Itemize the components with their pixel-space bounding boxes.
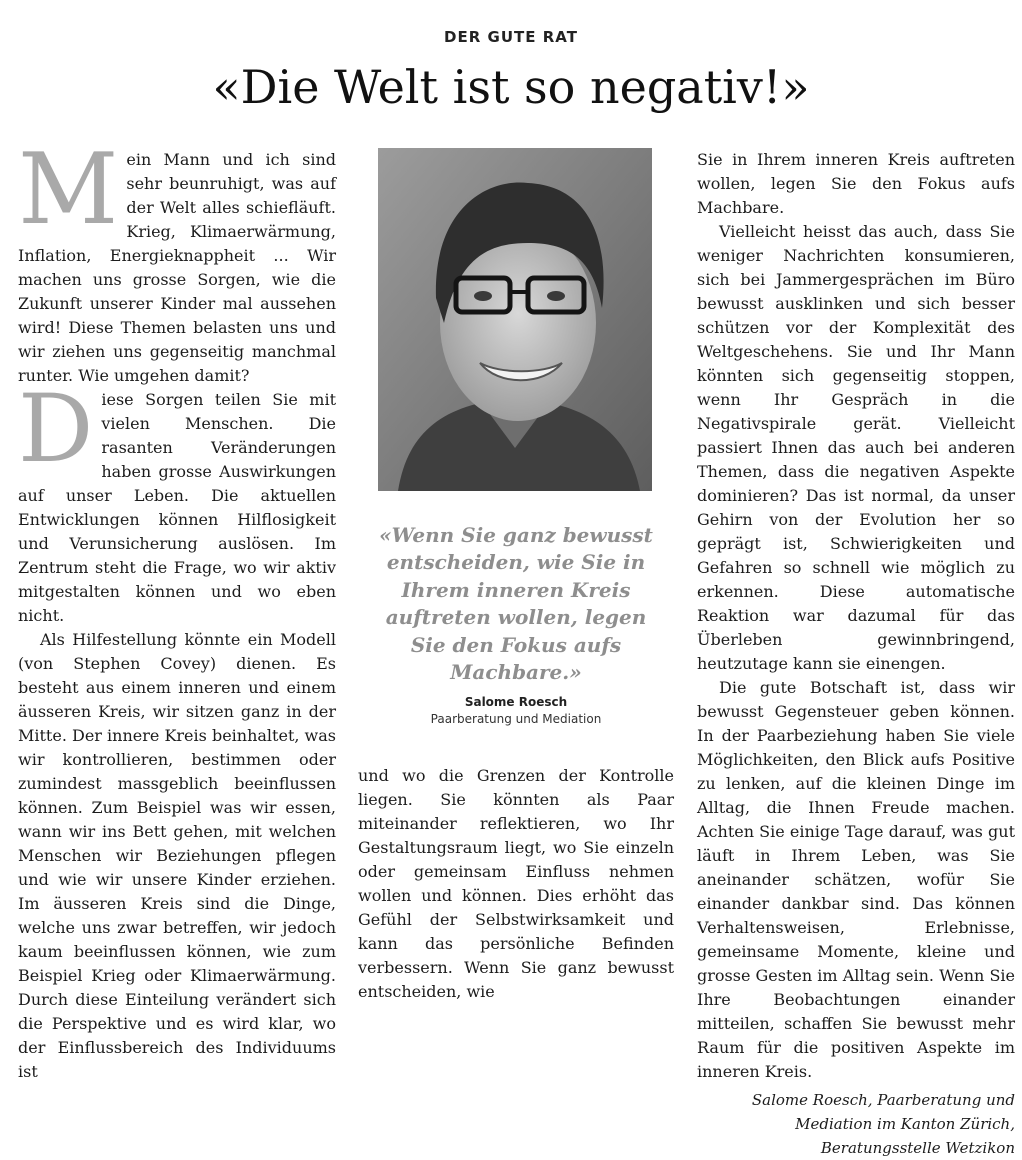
answer-paragraph-2-continued: und wo die Grenzen der Kontrolle liegen. Sie könnten als Paar miteinander reflektieren, wo Ihr Gestaltungsraum liegt, wo Sie einzeln oder gemeinsam Einfluss nehmen wollen und können. Dies erhöht das Gefühl der Selbstwirksamkeit und kann das persönliche Befinden verbessern. Wenn Sie ganz bewusst entscheiden, wie [358, 766, 674, 1001]
section-kicker: DER GUTE RAT [444, 28, 578, 46]
article-column-2 [358, 764, 674, 1004]
answer-paragraph-1 [18, 375, 336, 628]
pull-quote: «Wenn Sie ganz bewusst entscheiden, wie Sie in Ihrem inneren Kreis auftreten wollen, legen Sie den Fokus aufs Machbare.» [379, 523, 653, 685]
dropcap-m: M [18, 133, 119, 247]
dropcap-d: D [18, 375, 94, 484]
author-signature [697, 1088, 1015, 1160]
answer-paragraph-4: Die gute Botschaft ist, dass wir bewusst Gegensteuer geben können. In der Paarbeziehung haben Sie viele Möglichkeiten, den Blick aufs Positive zu lenken, auf die kleinen Dinge im Alltag, die Ihnen Freude machen. Achten Sie einige Tage darauf, was gut läuft in Ihrem Leben, was Sie aneinander schätzen, wofür Sie einander dankbar sind. Das können Verhaltensweisen, Erlebnisse, gemeinsame Momente, kleine und grosse Gesten im Alltag sein. Wenn Sie Ihre Beobachtungen einander mitteilen, schaffen Sie bewusst mehr Raum für die positiven Aspekte im inneren Kreis. [697, 678, 1015, 1081]
signature-line-3: Beratungsstelle Wetzikon [820, 1139, 1015, 1157]
signature-line-1: Salome Roesch, Paarberatung und [751, 1091, 1015, 1109]
quote-author-name: Salome Roesch [464, 695, 568, 709]
answer-paragraph-2-end: Sie in Ihrem inneren Kreis auftreten wollen, legen Sie den Fokus aufs Machbare. [697, 150, 1015, 217]
question-text: ein Mann und ich sind sehr beunruhigt, was auf der Welt alles schiefläuft. Krieg, Klimaerwärmung, Inflation, Energieknappheit ... Wir machen uns grosse Sorgen, wie die Zukunft unserer Kinder mal aussehen wird! Diese Themen belasten uns und wir ziehen uns gegenseitig manchmal runter. Wie umgehen damit? [18, 150, 336, 385]
author-photo [378, 148, 652, 491]
answer-paragraph-3: Vielleicht heisst das auch, dass Sie weniger Nachrichten konsumieren, sich bei Jammergesprächen im Büro bewusst ausklinken und sich besser schützen vor der Komplexität des Weltgeschehens. Sie und Ihr Mann könnten sich gegenseitig stoppen, wenn Ihr Gespräch in die Negativspirale gerät. Vielleicht passiert Ihnen das auch bei anderen Themen, dass die negativen Aspekte dominieren? Das ist normal, da unser Gehirn von der Evolution her so geprägt ist, Schwierigkeiten und Gefahren so schnell wie möglich zu erkennen. Diese automatische Reaktion war dazumal für das Überleben gewinnbringend, heutzutage kann sie einengen. [697, 222, 1015, 673]
article-headline: «Die Welt ist so negativ!» [212, 60, 810, 114]
question-paragraph [18, 133, 336, 388]
answer-text-1: iese Sorgen teilen Sie mit vielen Menschen. Die rasanten Veränderungen haben grosse Auswirkungen auf unser Leben. Die aktuellen Entwicklungen können Hilflosigkeit und Verunsicherung auslösen. Im Zentrum steht die Frage, wo wir aktiv mitgestalten können und wo eben nicht. [18, 390, 336, 625]
signature-line-2: Mediation im Kanton Zürich, [795, 1115, 1015, 1133]
answer-paragraph-2: Als Hilfestellung könnte ein Modell (von Stephen Covey) dienen. Es besteht aus einem inneren und einem äusseren Kreis, wir sitzen ganz in der Mitte. Der innere Kreis beinhaltet, was wir kontrollieren, bestimmen oder zumindest massgeblich beeinflussen können. Zum Beispiel was wir essen, wann wir ins Bett gehen, mit welchen Menschen wir Beziehungen pflegen und wie wir unsere Kinder erziehen. Im äusseren Kreis sind die Dinge, welche uns zwar betreffen, wir jedoch kaum beeinflussen können, wie zum Beispiel Krieg oder Klimaerwärmung. Durch diese Einteilung verändert sich die Perspektive und es wird klar, wo der Einflussbereich des Individuums ist [18, 630, 336, 1081]
quote-author-role: Paarberatung und Mediation [430, 712, 602, 726]
article-column-3 [697, 148, 1015, 1160]
